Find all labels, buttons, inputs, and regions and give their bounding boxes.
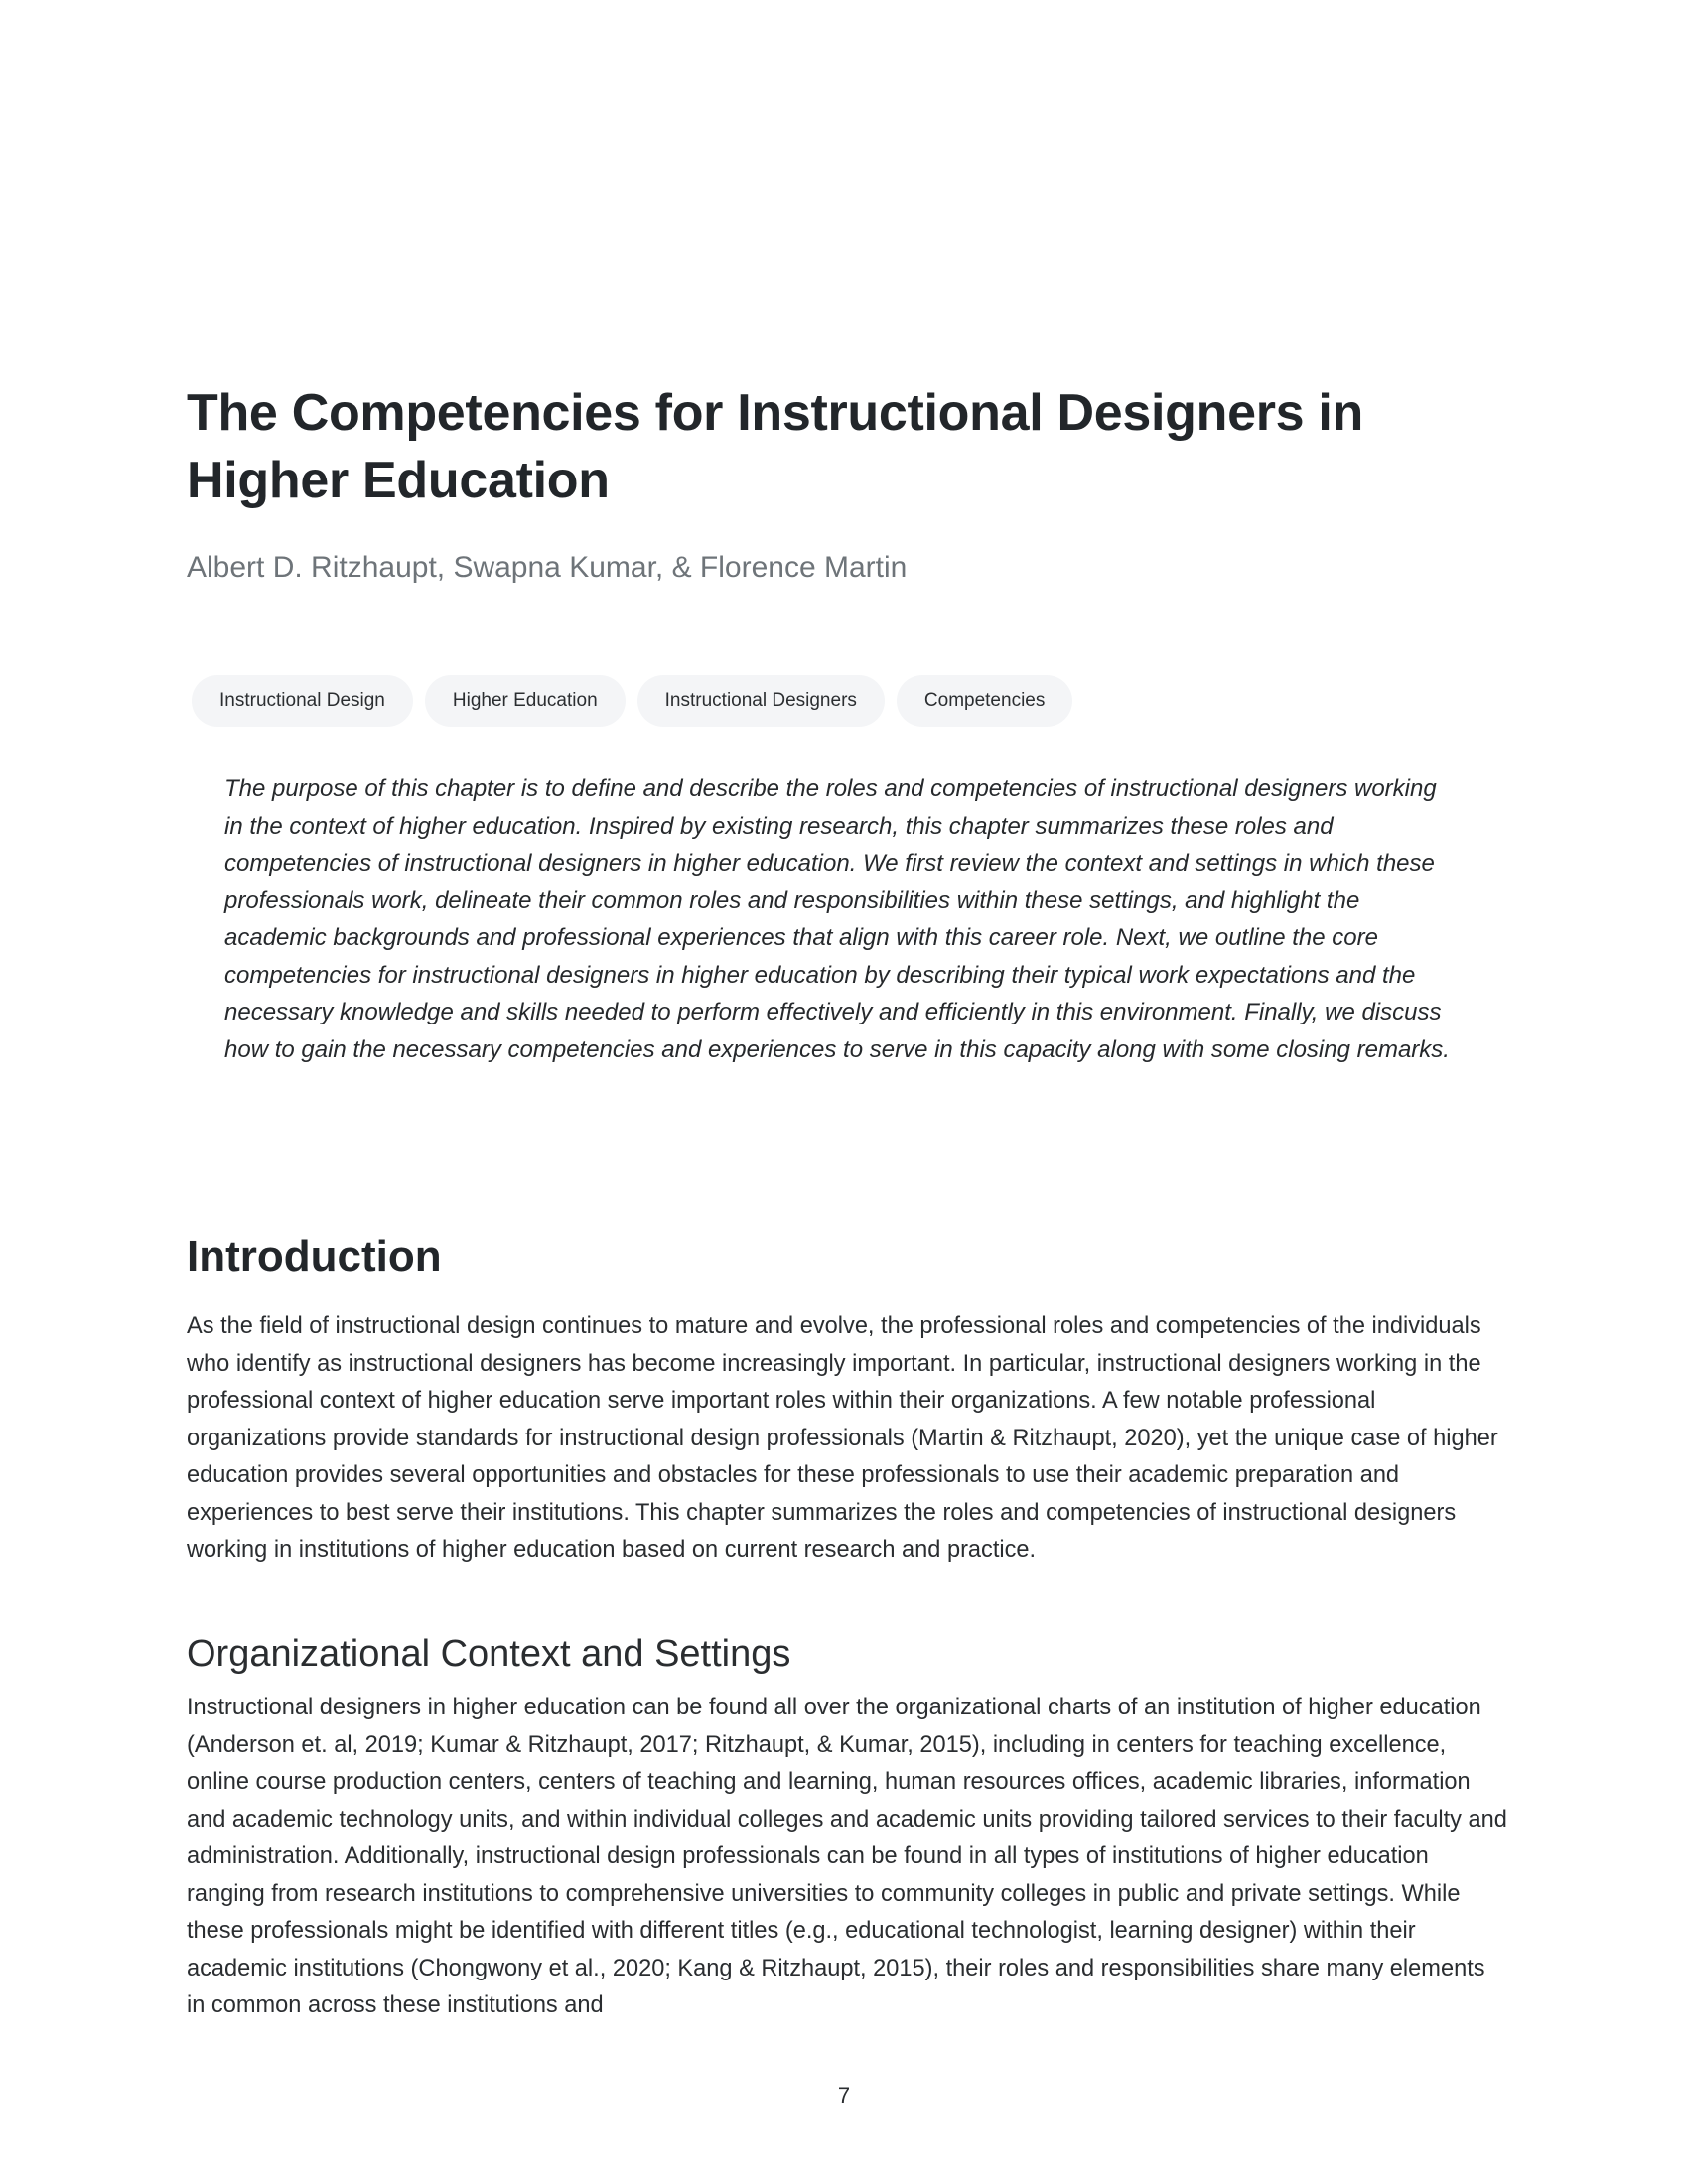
chapter-authors: Albert D. Ritzhaupt, Swapna Kumar, & Florence Martin: [187, 551, 908, 584]
tag-instructional-design[interactable]: Instructional Design: [192, 675, 413, 727]
keyword-tags: [192, 675, 1072, 727]
tag-competencies[interactable]: Competencies: [897, 675, 1072, 727]
organizational-context-heading: Organizational Context and Settings: [187, 1633, 791, 1675]
tag-instructional-designers[interactable]: Instructional Designers: [637, 675, 885, 727]
organizational-context-paragraph: Instructional designers in higher education can be found all over the organizational charts of an institution of higher education (Anderson et. al, 2019; Kumar & Ritzhaupt, 2017; Ritzhaupt, & Kumar, 2015), including in centers for teaching excellence, online course production centers, centers of teaching and learning, human resources offices, academic libraries, information and academic technology units, and within individual colleges and academic units providing tailored services to their faculty and administration. Additionally, instructional design professionals can be found in all types of institutions of higher education ranging from research institutions to comprehensive universities to community colleges in public and private settings. While these professionals might be identified with different titles (e.g., educational technologist, learning designer) within their academic institutions (Chongwony et al., 2020; Kang & Ritzhaupt, 2015), their roles and responsibilities share many elements in common across these institutions and: [187, 1695, 1507, 2018]
introduction-paragraph: As the field of instructional design continues to mature and evolve, the professional roles and competencies of the individuals who identify as instructional designers has become increasingly important. In particular, instructional designers working in the professional context of higher education serve important roles within their organizations. A few notable professional organizations provide standards for instructional design professionals (Martin & Ritzhaupt, 2020), yet the unique case of higher education provides several opportunities and obstacles for these professionals to use their academic preparation and experiences to best serve their institutions. This chapter summarizes the roles and competencies of instructional designers working in institutions of higher education based on current research and practice.: [187, 1313, 1498, 1563]
chapter-title: The Competencies for Instructional Designers in Higher Education: [187, 384, 1364, 509]
chapter-abstract: The purpose of this chapter is to define and describe the roles and competencies of instructional designers working in the context of higher education. Inspired by existing research, this chapter summarizes these roles and competencies of instructional designers in higher education. We first review the context and settings in which these professionals work, delineate their common roles and responsibilities within these settings, and highlight the academic backgrounds and professional experiences that align with this career role. Next, we outline the core competencies for instructional designers in higher education by describing their typical work expectations and the necessary knowledge and skills needed to perform effectively and efficiently in this environment. Finally, we discuss how to gain the necessary competencies and experiences to serve in this capacity along with some closing remarks.: [224, 775, 1450, 1063]
introduction-heading: Introduction: [187, 1232, 442, 1281]
tag-higher-education[interactable]: Higher Education: [425, 675, 626, 727]
page-number: 7: [837, 2083, 851, 2108]
